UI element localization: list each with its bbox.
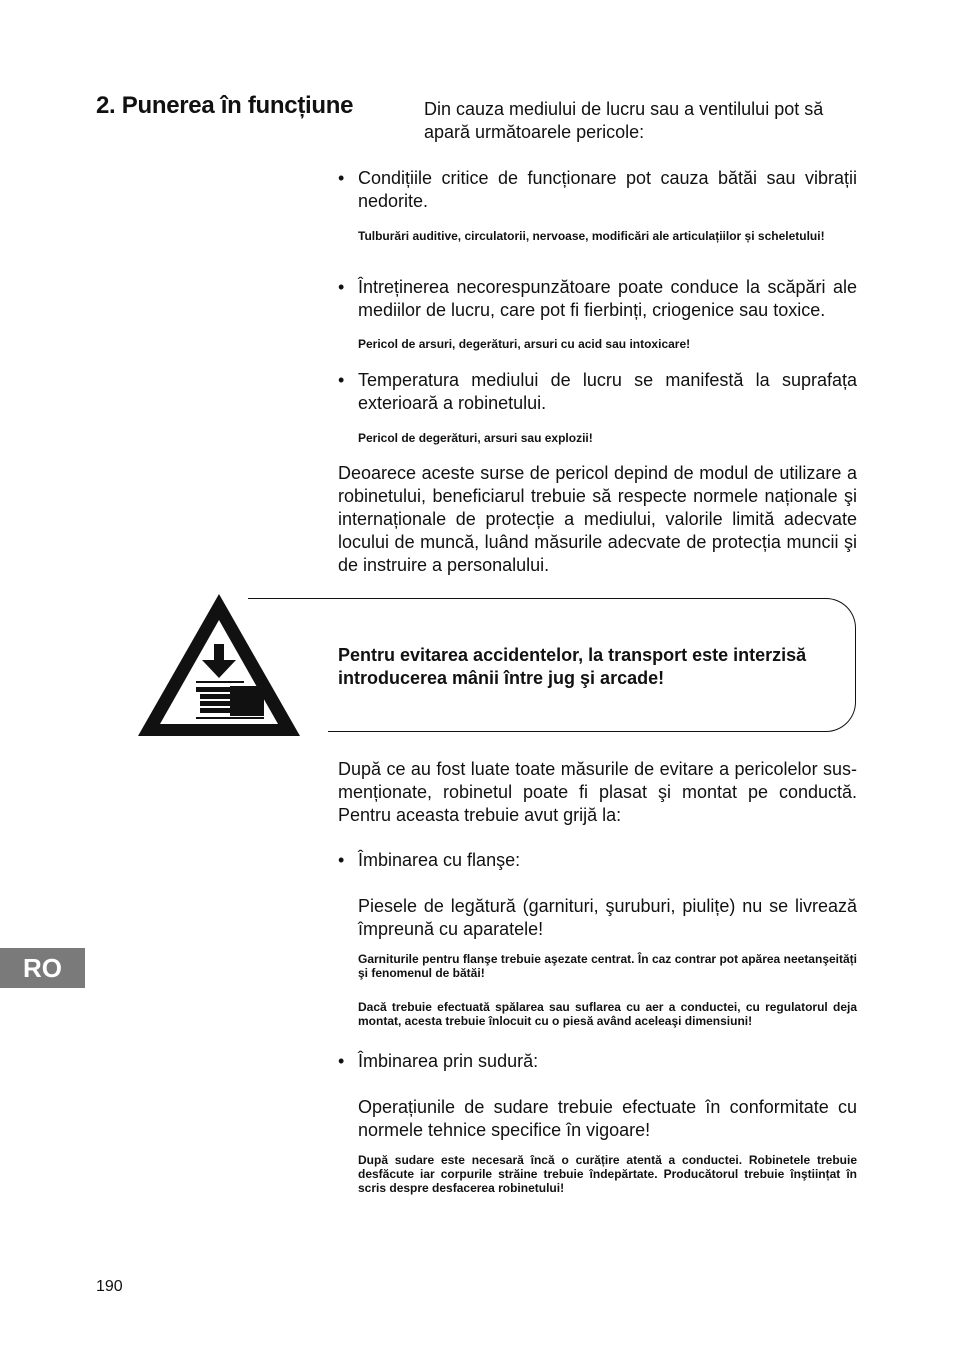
bullet-dot: • (338, 370, 345, 390)
hazard-note: Pericol de arsuri, degerături, arsuri cu acid sau intoxicare! (358, 337, 691, 351)
weld-text: Operațiunile de sudare trebuie efectuate în conformitate cu normele tehnice specifice în vigoare! (358, 1097, 857, 1140)
hazard-item-2 (338, 276, 857, 351)
flange-note-2: Dacă trebuie efectuată spălarea sau suflarea cu aer a conductei, cu regulatorul deja montat, acesta trebuie înlocuit cu o piesă având aceleaşi dimensiuni! (358, 1000, 857, 1028)
section-heading: 2. Punerea în funcțiune (96, 92, 354, 119)
responsibility-paragraph: Deoarece aceste surse de pericol depind de modul de utilizare a robinetului, beneficiarul trebuie să respecte normele naționale şi internaționale de protecție a mediului, valorile limită adecvate locului de muncă, luând măsurile adecvate de protecția muncii şi de instruire a personalului. (338, 463, 857, 575)
weld-section (338, 1050, 857, 1195)
hazard-text: Temperatura mediului de lucru se manifestă la suprafața exterioară a robinetului. (358, 370, 857, 413)
language-tab: RO (0, 948, 85, 988)
bullet-dot: • (338, 1051, 345, 1071)
hazard-item-1 (338, 167, 857, 243)
page-number: 190 (96, 1278, 123, 1295)
bullet-dot: • (338, 277, 345, 297)
flange-note-1: Garniturile pentru flanşe trebuie aşezate centrat. În caz contrar pot apărea neetanşeități şi fenomenul de bătăi! (358, 952, 857, 980)
bullet-dot: • (338, 168, 345, 188)
hazard-note: Tulburări auditive, circulatorii, nervoase, modificări ale articulațiilor și scheletului! (358, 229, 825, 243)
flange-title: Îmbinarea cu flanşe: (358, 850, 521, 870)
bullet-dot: • (338, 850, 345, 870)
hand-crush-warning-icon (134, 590, 304, 740)
flange-text: Piesele de legătură (garnituri, şuruburi, piulițe) nu se livrează împreună cu aparatele! (358, 896, 857, 939)
flange-section (338, 849, 857, 1028)
weld-title: Îmbinarea prin sudură: (358, 1051, 539, 1071)
hazard-item-3 (338, 369, 857, 445)
warning-text: Pentru evitarea accidentelor, la transport este interzisă introducerea mânii între jug şi arcade! (338, 645, 807, 688)
hazard-text: Întreținerea necorespunzătoare poate conduce la scăpări ale mediilor de lucru, care pot fi fierbinți, criogenice sau toxice. (358, 277, 857, 320)
intro-text: Din cauza mediului de lucru sau a ventilului pot să apară următoarele pericole: (424, 99, 824, 142)
hazard-text: Condițiile critice de funcționare pot cauza bătăi sau vibrații nedorite. (358, 168, 857, 211)
mounting-paragraph: După ce au fost luate toate măsurile de evitare a pericolelor sus-menționate, robinetul poate fi plasat şi montat pe conductă. Pentru aceasta trebuie avut grijă la: (338, 759, 857, 825)
hazard-note: Pericol de degerături, arsuri sau explozii! (358, 431, 593, 445)
weld-note: După sudare este necesară încă o curățire atentă a conductei. Robinetele trebuie desfăcute iar corpurile străine trebuie îndepărtate. Producătorul trebuie înştiințat în scris despre desfacerea robinetului! (358, 1153, 857, 1195)
